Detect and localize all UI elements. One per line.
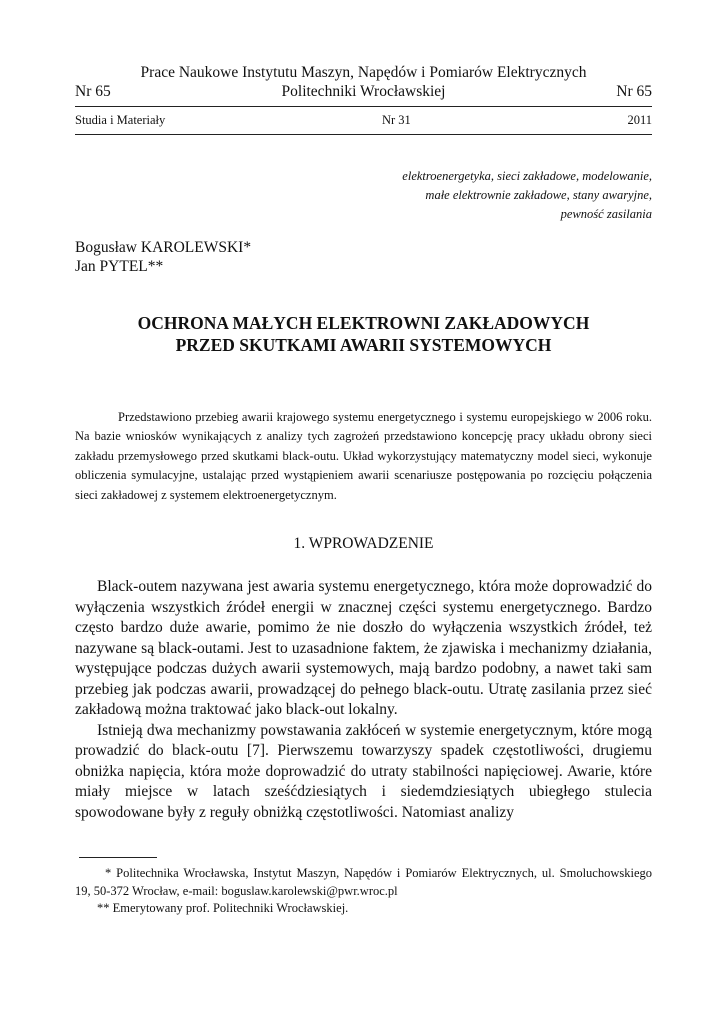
institution: Politechniki Wrocławskiej [281,83,446,100]
year: 2011 [627,113,652,127]
authors [75,238,251,276]
keywords-line: pewność zasilania [560,207,652,221]
author-name: Bogusław KAROLEWSKI* [75,239,252,256]
header-divider-top [75,106,652,107]
header-row [75,83,652,101]
left-number: Nr 65 [75,83,111,100]
paper-title [75,312,652,356]
author-name: Jan PYTEL** [75,258,164,275]
sub-series: Studia i Materiały [75,113,166,127]
section-heading: 1. WPROWADZENIE [293,535,434,552]
keywords-line: elektroenergetyka, sieci zakładowe, modelowanie, [402,169,652,183]
right-number: Nr 65 [616,83,652,100]
footnote: ** Emerytowany prof. Politechniki Wrocławskiej. [97,901,349,915]
header-subrow [75,112,652,128]
keywords-line: małe elektrownie zakładowe, stany awaryjne, [425,188,652,202]
paragraph: Istnieją dwa mechanizmy powstawania zakłóceń w systemie energetycznym, które mogą prowadzić do black-outu [7]. Pierwszemu towarzyszy spadek częstotliwości, drugiemu obniżka napięcia, która może doprowadzić do utraty stabilności napięciowej. Awarie, które miały miejsce w latach sześćdziesiątych i siedemdziesiątych ubiegłego stulecia spowodowane były z reguły obniżką częstotliwości. Natomiast analizy [75,721,652,821]
paragraph: Black-outem nazywana jest awaria systemu energetycznego, która może doprowadzić do wyłączenia wszystkich źródeł energii w znacznej części systemu energetycznego. Bardzo często bardzo duże awarie, pomimo że nie doszło do wyłączenia wszystkich źródeł, też nazywane są black-outami. Jest to uzasadnione faktem, że zjawiska i mechanizmy działania, występujące podczas dużych awarii systemowych, mają bardzo podobny, a nawet taki sam przebieg jak podczas awarii, prowadzącej do pełnego black-outu. Utratę zasilania przez sieć zakładową można traktować jako black-out lokalny. [75,578,652,718]
series-title: Prace Naukowe Instytutu Maszyn, Napędów i Pomiarów Elektrycznych [140,64,587,81]
keywords [252,167,652,224]
title-line: PRZED SKUTKAMI AWARII SYSTEMOWYCH [175,335,552,355]
section-body [75,577,652,823]
issue-number: Nr 31 [381,113,411,127]
title-line: OCHRONA MAŁYCH ELEKTROWNI ZAKŁADOWYCH [137,313,590,333]
footnote-divider [79,857,157,858]
header-divider-bottom [75,134,652,135]
footnotes [75,865,652,918]
footnote: * Politechnika Wrocławska, Instytut Maszyn, Napędów i Pomiarów Elektrycznych, ul. Smoluchowskiego 19, 50-372 Wrocław, e-mail: boguslaw.karolewski@pwr.wroc.pl [75,866,652,898]
abstract: Przedstawiono przebieg awarii krajowego systemu energetycznego i systemu europejskiego w 2006 roku. Na bazie wniosków wynikających z analizy tych zagrożeń przedstawiono koncepcję pracy układu obrony sieci zakładu przemysłowego przed skutkami black-outu. Układ wykorzystujący matematyczny model sieci, wykonuje obliczenia symulacyjne, ustalając przed wystąpieniem awarii scenariusze postępowania po rozcięciu połączenia sieci zakładowej z systemem elektroenergetycznym. [75,410,652,502]
